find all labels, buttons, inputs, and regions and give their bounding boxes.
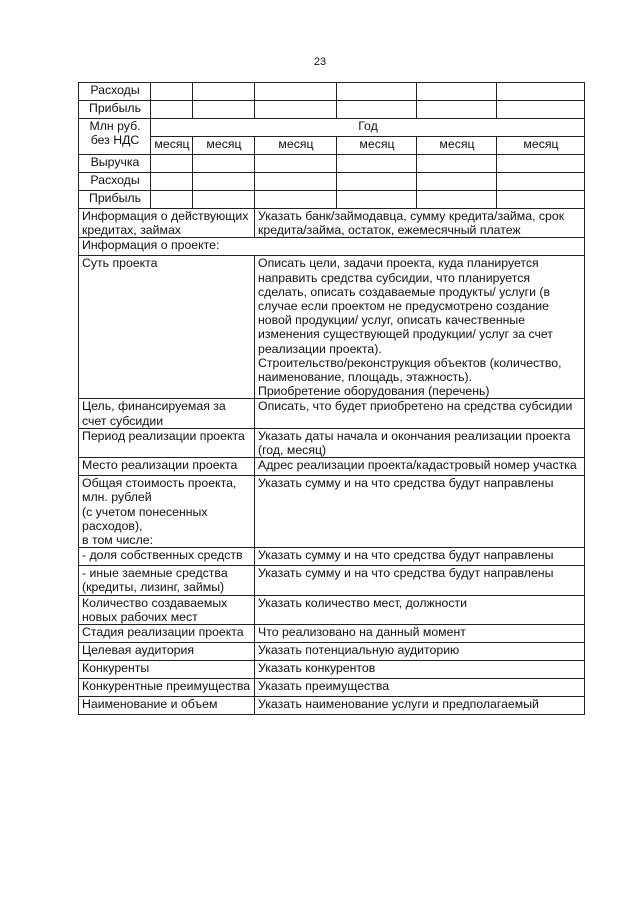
project-row-label: Общая стоимость проекта, млн. рублей (с учетом понесенных расходов), в том числе: [79,476,255,548]
project-section-title: Информация о проекте: [79,238,585,256]
project-row-label: Стадия реализации проекта [79,625,255,643]
project-row [79,566,585,595]
project-row-label: - доля собственных средств [79,548,255,566]
finance-row-label: Прибыль [79,191,151,209]
business-plan-table [78,82,585,715]
project-row-label: Количество создаваемых новых рабочих мест [79,595,255,624]
project-row-label: - иные заемные средства (кредиты, лизинг, займы) [79,566,255,595]
finance-row-expenses-top [79,83,585,101]
project-row-label: Место реализации проекта [79,458,255,476]
finance-row-expenses [79,173,585,191]
finance-row-label: Выручка [79,155,151,173]
credits-value: Указать банк/займодавца, сумму кредита/займа, срок кредита/займа, остаток, ежемесячный платеж [255,209,585,238]
finance-header-month-row [79,137,585,155]
project-row [79,697,585,715]
project-row [79,476,585,548]
project-row-value: Указать даты начала и окончания реализации проекта (год, месяц) [255,428,585,457]
project-row-label: Период реализации проекта [79,428,255,457]
project-row-label: Конкуренты [79,661,255,679]
finance-row-revenue [79,155,585,173]
project-row-label: Конкурентные преимущества [79,679,255,697]
project-row [79,548,585,566]
project-row-label: Суть проекта [79,256,255,399]
project-row-value: Указать наименование услуги и предполагаемый [255,697,585,715]
finance-row-label: Прибыль [79,101,151,119]
finance-row-label: Расходы [79,83,151,101]
project-row-value: Указать сумму и на что средства будут направлены [255,548,585,566]
project-row-value: Описать цели, задачи проекта, куда планируется направить средства субсидии, что планируется сделать, описать создаваемые продукты/ услуги (в случае если проектом не предусмотрено создание новой продукции/ услуг, описать качественные изменения существующей продукции/ услуг за счет реализации проекта). Строительство/реконструкция объектов (количество, наименование, площадь, этажность). Приобретение оборудования (перечень) [255,256,585,399]
project-row [79,428,585,457]
finance-header-year-row [79,119,585,137]
month-header: месяц [193,137,255,155]
project-row-value: Указать количество мест, должности [255,595,585,624]
project-row [79,679,585,697]
month-header: месяц [497,137,585,155]
project-section-row [79,238,585,256]
project-row-value: Описать, что будет приобретено на средства субсидии [255,399,585,428]
project-row-value: Указать преимущества [255,679,585,697]
currency-header-label: Млн руб. без НДС [79,119,151,155]
credits-row [79,209,585,238]
project-row [79,625,585,643]
finance-row-label: Расходы [79,173,151,191]
project-row-label: Цель, финансируемая за счет субсидии [79,399,255,428]
project-row-value: Указать конкурентов [255,661,585,679]
project-row-value: Указать потенциальную аудиторию [255,643,585,661]
project-row [79,661,585,679]
month-header: месяц [417,137,497,155]
page-number: 23 [313,56,327,68]
project-row [79,595,585,624]
project-row-value: Указать сумму и на что средства будут направлены [255,476,585,548]
project-row-value: Адрес реализации проекта/кадастровый номер участка [255,458,585,476]
month-header: месяц [337,137,417,155]
project-row [79,643,585,661]
project-row-label: Наименование и объем [79,697,255,715]
project-row-value: Что реализовано на данный момент [255,625,585,643]
month-header: месяц [151,137,193,155]
project-row-label: Целевая аудитория [79,643,255,661]
credits-label: Информация о действующих кредитах, займах [79,209,255,238]
project-row [79,399,585,428]
finance-row-profit [79,191,585,209]
finance-row-profit-top [79,101,585,119]
project-row-value: Указать сумму и на что средства будут направлены [255,566,585,595]
project-row [79,256,585,399]
project-row [79,458,585,476]
month-header: месяц [255,137,337,155]
year-header: Год [151,119,585,137]
